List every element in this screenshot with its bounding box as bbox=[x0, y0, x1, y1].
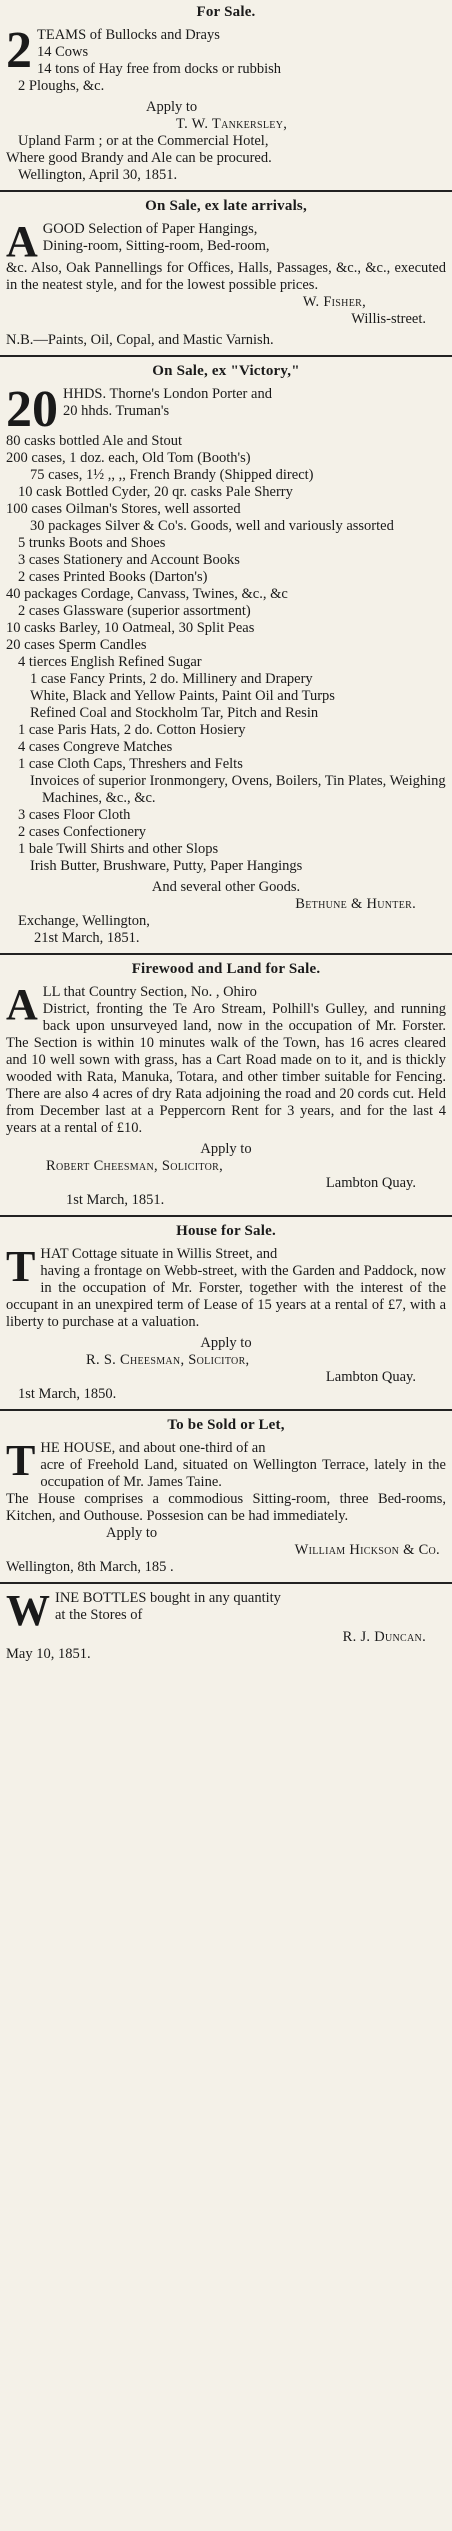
ad-text: HAT Cottage situate in Willis Street, and bbox=[40, 1245, 278, 1262]
address-line: Lambton Quay. bbox=[325, 1368, 416, 1385]
ad-date: 21st March, 1851. bbox=[34, 929, 140, 946]
ad-date: 1st March, 1850. bbox=[18, 1385, 117, 1402]
ad-line: 14 tons of Hay free from docks or rubbish bbox=[37, 61, 282, 77]
list-item: 75 cases, 1½ ,, ,, French Brandy (Shipped direct) bbox=[30, 466, 314, 483]
drop-cap: T bbox=[6, 1435, 36, 1485]
advertiser-name: William Hickson & Co. bbox=[294, 1541, 440, 1558]
list-item: 1 case Paris Hats, 2 do. Cotton Hosiery bbox=[18, 721, 246, 738]
ad-heading: House for Sale. bbox=[176, 1222, 276, 1239]
divider bbox=[0, 1215, 452, 1217]
ad-date: May 10, 1851. bbox=[6, 1645, 91, 1662]
drop-cap: 2 bbox=[6, 22, 32, 79]
list-item: 10 cask Bottled Cyder, 20 qr. casks Pale Sherry bbox=[18, 483, 293, 500]
address-line: Exchange, Wellington, bbox=[18, 912, 150, 929]
ad-date: 1st March, 1851. bbox=[66, 1191, 165, 1208]
ad-text: acre of Freehold Land, situated on Wellington Terrace, lately in the occupation of Mr. James Taine. bbox=[40, 1456, 446, 1490]
address-line: Willis-street. bbox=[351, 311, 426, 328]
list-item: Irish Butter, Brushware, Putty, Paper Hangings bbox=[30, 857, 303, 874]
ad-text: INE BOTTLES bought in any quantity bbox=[55, 1589, 281, 1606]
divider bbox=[0, 1409, 452, 1411]
list-item: Invoices of superior Ironmongery, Ovens, Boilers, Tin Plates, Weighing Machines, &c., &c. bbox=[30, 772, 446, 806]
ad-text: GOOD Selection of Paper Hangings, bbox=[42, 221, 258, 237]
list-item: 100 cases Oilman's Stores, well assorted bbox=[6, 500, 241, 517]
list-item: 1 case Cloth Caps, Threshers and Felts bbox=[18, 755, 243, 772]
list-item: 2 cases Glassware (superior assortment) bbox=[18, 602, 251, 619]
drop-cap: A bbox=[6, 217, 38, 266]
divider bbox=[0, 355, 452, 357]
ad-text: HHDS. Thorne's London Porter and bbox=[63, 386, 272, 403]
advertiser-name: Bethune & Hunter. bbox=[295, 895, 416, 912]
ad-firewood-land bbox=[6, 961, 446, 1209]
list-item: 1 case Fancy Prints, 2 do. Millinery and Drapery bbox=[30, 670, 313, 687]
list-item: 5 trunks Boots and Shoes bbox=[18, 534, 166, 551]
list-item: 4 cases Congreve Matches bbox=[18, 738, 173, 755]
ad-line: 2 Ploughs, &c. bbox=[18, 78, 105, 94]
ad-heading: Firewood and Land for Sale. bbox=[131, 960, 321, 977]
ad-text: And several other Goods. bbox=[151, 878, 301, 895]
ad-heading: On Sale, ex "Victory," bbox=[152, 363, 300, 380]
list-item: 2 cases Confectionery bbox=[18, 823, 147, 840]
drop-cap: W bbox=[6, 1585, 50, 1635]
list-item: 200 cases, 1 doz. each, Old Tom (Booth's) bbox=[6, 449, 251, 466]
ad-text: at the Stores of bbox=[55, 1606, 143, 1623]
list-item: 10 casks Barley, 10 Oatmeal, 30 Split Peas bbox=[6, 619, 255, 636]
ad-for-sale-bullocks bbox=[6, 4, 446, 184]
list-item: 2 cases Printed Books (Darton's) bbox=[18, 568, 208, 585]
list-item: Refined Coal and Stockholm Tar, Pitch and Resin bbox=[30, 704, 319, 721]
drop-cap: T bbox=[6, 1241, 36, 1291]
list-item: 80 casks bottled Ale and Stout bbox=[6, 432, 182, 449]
list-item: White, Black and Yellow Paints, Paint Oil and Turps bbox=[30, 687, 335, 704]
ad-victory-cargo bbox=[6, 363, 446, 946]
advertiser-name: R. S. Cheesman, Solicitor, bbox=[86, 1351, 250, 1368]
ad-text: having a frontage on Webb-street, with the Garden and Paddock, now in the occupation of Mr. Forster, together with the interest of the occupant in an unexpired term of Lease of 15 years at a rental of £7, with a liberty to purchase at a valuation. bbox=[6, 1262, 446, 1330]
newspaper-column bbox=[0, 4, 452, 2531]
ad-text: District, fronting the Te Aro Stream, Polhill's Gulley, and running back upon unsurveyed land, now in the occupation of Mr. Forster. The Section is within 10 minutes walk of the Town, has 16 acres cleared and 10 well sown with grass, has a Cart Road made on to it, and is thickly wooded with Rata, Manuka, Totara, and other timber suitable for Fencing. There are also 4 acres of dry Rata adjoining the road and 20 cords cut. Held from December last at a Peppercorn Rent for 3 years, and for the last 4 years at a rental of £10. bbox=[6, 1000, 446, 1136]
advertiser-name: W. Fisher, bbox=[302, 294, 366, 311]
apply-to: Apply to bbox=[200, 1140, 252, 1157]
apply-to: Apply to bbox=[146, 99, 198, 115]
list-item: 20 cases Sperm Candles bbox=[6, 636, 147, 653]
ad-heading: On Sale, ex late arrivals, bbox=[145, 198, 307, 214]
drop-cap: 20 bbox=[6, 381, 58, 439]
list-item: 40 packages Cordage, Canvass, Twines, &c., &c bbox=[6, 585, 288, 602]
ad-line: TEAMS of Bullocks and Drays bbox=[37, 27, 220, 43]
divider bbox=[0, 1582, 452, 1584]
divider bbox=[0, 953, 452, 955]
advertiser-name: Robert Cheesman, Solicitor, bbox=[46, 1157, 223, 1174]
drop-cap: A bbox=[6, 979, 38, 1029]
list-item: 1 bale Twill Shirts and other Slops bbox=[18, 840, 219, 857]
ad-text: LL that Country Section, No. , Ohiro bbox=[42, 983, 257, 1000]
ad-date: Wellington, April 30, 1851. bbox=[18, 167, 178, 183]
ad-heading: To be Sold or Let, bbox=[167, 1416, 285, 1433]
ad-text: The House comprises a commodious Sitting-room, three Bed-rooms, Kitchen, and Outhouse. Possesion can be had immediately. bbox=[6, 1490, 446, 1524]
ad-paper-hangings bbox=[6, 198, 446, 349]
list-item: 30 packages Silver & Co's. Goods, well and variously assorted bbox=[30, 517, 394, 534]
ad-to-be-sold-or-let bbox=[6, 1417, 446, 1576]
advertiser-name: R. J. Duncan. bbox=[342, 1628, 426, 1645]
list-item: 3 cases Stationery and Account Books bbox=[18, 551, 240, 568]
ad-line: 14 Cows bbox=[37, 44, 89, 60]
ad-wine-bottles bbox=[6, 1585, 446, 1663]
advertiser-name: T. W. Tankersley, bbox=[176, 116, 288, 132]
ad-text: Dining-room, Sitting-room, Bed-room, bbox=[42, 238, 270, 254]
apply-to: Apply to bbox=[200, 1334, 252, 1351]
address-line: Upland Farm ; or at the Commercial Hotel, bbox=[18, 133, 269, 149]
list-item: 3 cases Floor Cloth bbox=[18, 806, 131, 823]
ad-text: &c. Also, Oak Pannellings for Offices, Halls, Passages, &c., &c., executed in the neatest style, and for the lowest possible prices. bbox=[6, 260, 446, 294]
ad-text: 20 hhds. Truman's bbox=[63, 403, 170, 420]
ad-date: Wellington, 8th March, 185 . bbox=[6, 1558, 174, 1575]
address-line: Where good Brandy and Ale can be procured. bbox=[6, 150, 272, 166]
apply-to: Apply to bbox=[106, 1524, 158, 1541]
list-item: 4 tierces English Refined Sugar bbox=[18, 653, 202, 670]
divider bbox=[0, 190, 452, 192]
goods-list bbox=[6, 433, 446, 875]
address-line: Lambton Quay. bbox=[325, 1174, 416, 1191]
ad-heading: For Sale. bbox=[196, 4, 256, 20]
nota-bene: N.B.—Paints, Oil, Copal, and Mastic Varnish. bbox=[6, 332, 274, 349]
ad-house-for-sale bbox=[6, 1223, 446, 1403]
ad-text: HE HOUSE, and about one-third of an bbox=[40, 1439, 266, 1456]
